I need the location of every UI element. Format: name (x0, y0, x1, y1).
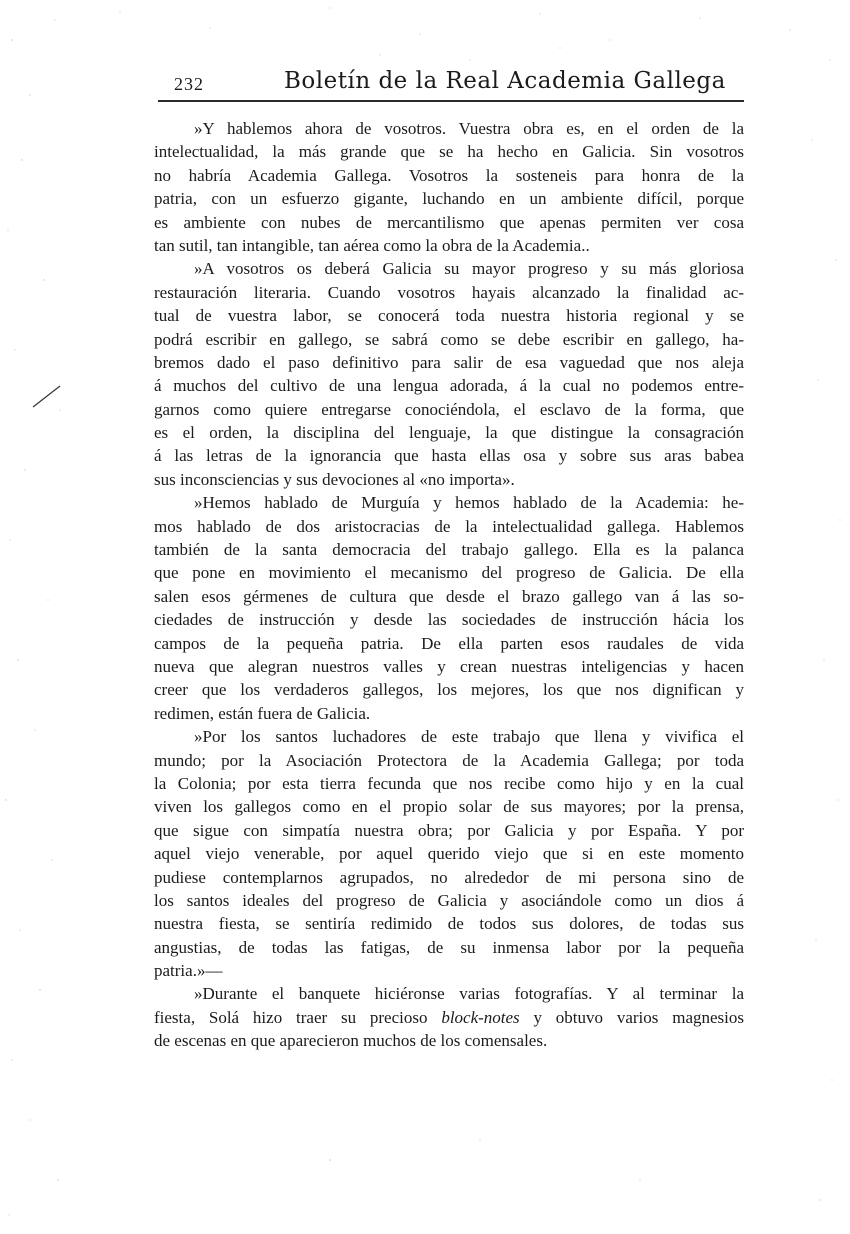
page-header (158, 66, 744, 100)
text-line: á muchos del cultivo de una lengua adorada, á la cual no podemos entre- (154, 376, 744, 396)
text-line: intelectualidad, la más grande que se ha hecho en Galicia. Sin vosotros (154, 142, 744, 162)
text-line (154, 1006, 744, 1029)
text-line: nuestra fiesta, se sentiría redimido de todos sus dolores, de todas sus (154, 914, 744, 934)
running-title: Boletín de la Real Academia Gallega (284, 68, 726, 94)
text-line: aquel viejo venerable, por aquel querido viejo que si en este momento (154, 844, 744, 864)
text-line: pudiese contemplarnos agrupados, no alrededor de mi persona sino de (154, 867, 744, 887)
text-line: bremos dado el paso definitivo para salir de esa vaguedad que nos aleja (154, 352, 744, 372)
text-line: »Y hablemos ahora de vosotros. Vuestra obra es, en el orden de la (194, 119, 744, 138)
text-line: es el orden, la disciplina del lenguaje, la que distingue la consagración (154, 423, 744, 443)
text-line: redimen, están fuera de Galicia. (154, 703, 371, 723)
text-line: salen esos gérmenes de cultura que desde el brazo gallego van á las so- (154, 586, 744, 606)
text-segment: y obtuvo varios magnesios (519, 1007, 744, 1027)
text-line: no habría Academia Gallega. Vosotros la sosteneis para honra de la (154, 165, 744, 185)
text-line: que pone en movimiento el mecanismo del progreso de Galicia. De ella (154, 563, 744, 583)
text-line: nueva que alegran nuestros valles y crean nuestras inteligencias y hacen (154, 656, 744, 676)
text-line: tual de vuestra labor, se conocerá toda nuestra historia regional y se (154, 306, 744, 326)
text-line: angustias, de todas las fatigas, de su inmensa labor por la pequeña (154, 937, 744, 957)
text-line: garnos como quiere entregarse conociéndola, el esclavo de la forma, que (154, 399, 744, 419)
text-line: creer que los verdaderos gallegos, los mejores, los que nos dignifican y (154, 680, 744, 700)
text-line: restauración literaria. Cuando vosotros hayais alcanzado la finalidad ac- (154, 282, 744, 302)
page-number: 232 (174, 74, 204, 94)
text-line: que sigue con simpatía nuestra obra; por Galicia y por España. Y por (154, 820, 744, 840)
text-line: »Durante el banquete hiciéronse varias fotografías. Y al terminar la (194, 984, 744, 1004)
text-line: »A vosotros os deberá Galicia su mayor progreso y su más gloriosa (194, 259, 744, 279)
text-segment: fiesta, Solá hizo traer su precioso (154, 1007, 442, 1027)
text-line: de escenas en que aparecieron muchos de los comensales. (154, 1031, 548, 1051)
italic-text: block-notes (441, 1007, 520, 1027)
text-line: mos hablado de dos aristocracias de la intelectualidad gallega. Hablemos (154, 516, 744, 536)
text-line: campos de la pequeña patria. De ella parten esos raudales de vida (154, 633, 744, 653)
text-line: »Por los santos luchadores de este trabajo que llena y vivifica el (194, 727, 744, 747)
text-line: sus inconsciencias y sus devociones al «no importa». (154, 469, 515, 489)
margin-pencil-mark (32, 383, 62, 409)
body-text (154, 117, 744, 1053)
text-line: es ambiente con nubes de mercantilismo que apenas permiten ver cosa (154, 212, 744, 232)
text-line: patria.»— (154, 961, 223, 981)
text-line: »Hemos hablado de Murguía y hemos hablado de la Academia: he- (194, 493, 744, 513)
text-line: ciedades de instrucción y desde las sociedades de instrucción hácia los (154, 610, 744, 630)
text-line: tan sutil, tan intangible, tan aérea como la obra de la Academia.. (154, 235, 590, 255)
text-line: podrá escribir en gallego, se sabrá como se debe escribir en gallego, ha- (154, 329, 744, 349)
text-line: mundo; por la Asociación Protectora de la Academia Gallega; por toda (154, 750, 744, 770)
text-line: la Colonia; por esta tierra fecunda que nos recibe como hijo y en la cual (154, 773, 744, 793)
header-rule (158, 100, 744, 102)
text-line: viven los gallegos como en el propio solar de sus mayores; por la prensa, (154, 797, 744, 817)
text-line: á las letras de la ignorancia que hasta ellas osa y sobre sus aras babea (154, 446, 744, 466)
text-line: también de la santa democracia del trabajo gallego. Ella es la palanca (154, 540, 744, 560)
text-line: los santos ideales del progreso de Galicia y asociándole como un dios á (154, 890, 744, 910)
text-line: patria, con un esfuerzo gigante, luchando en un ambiente difícil, porque (154, 189, 744, 209)
